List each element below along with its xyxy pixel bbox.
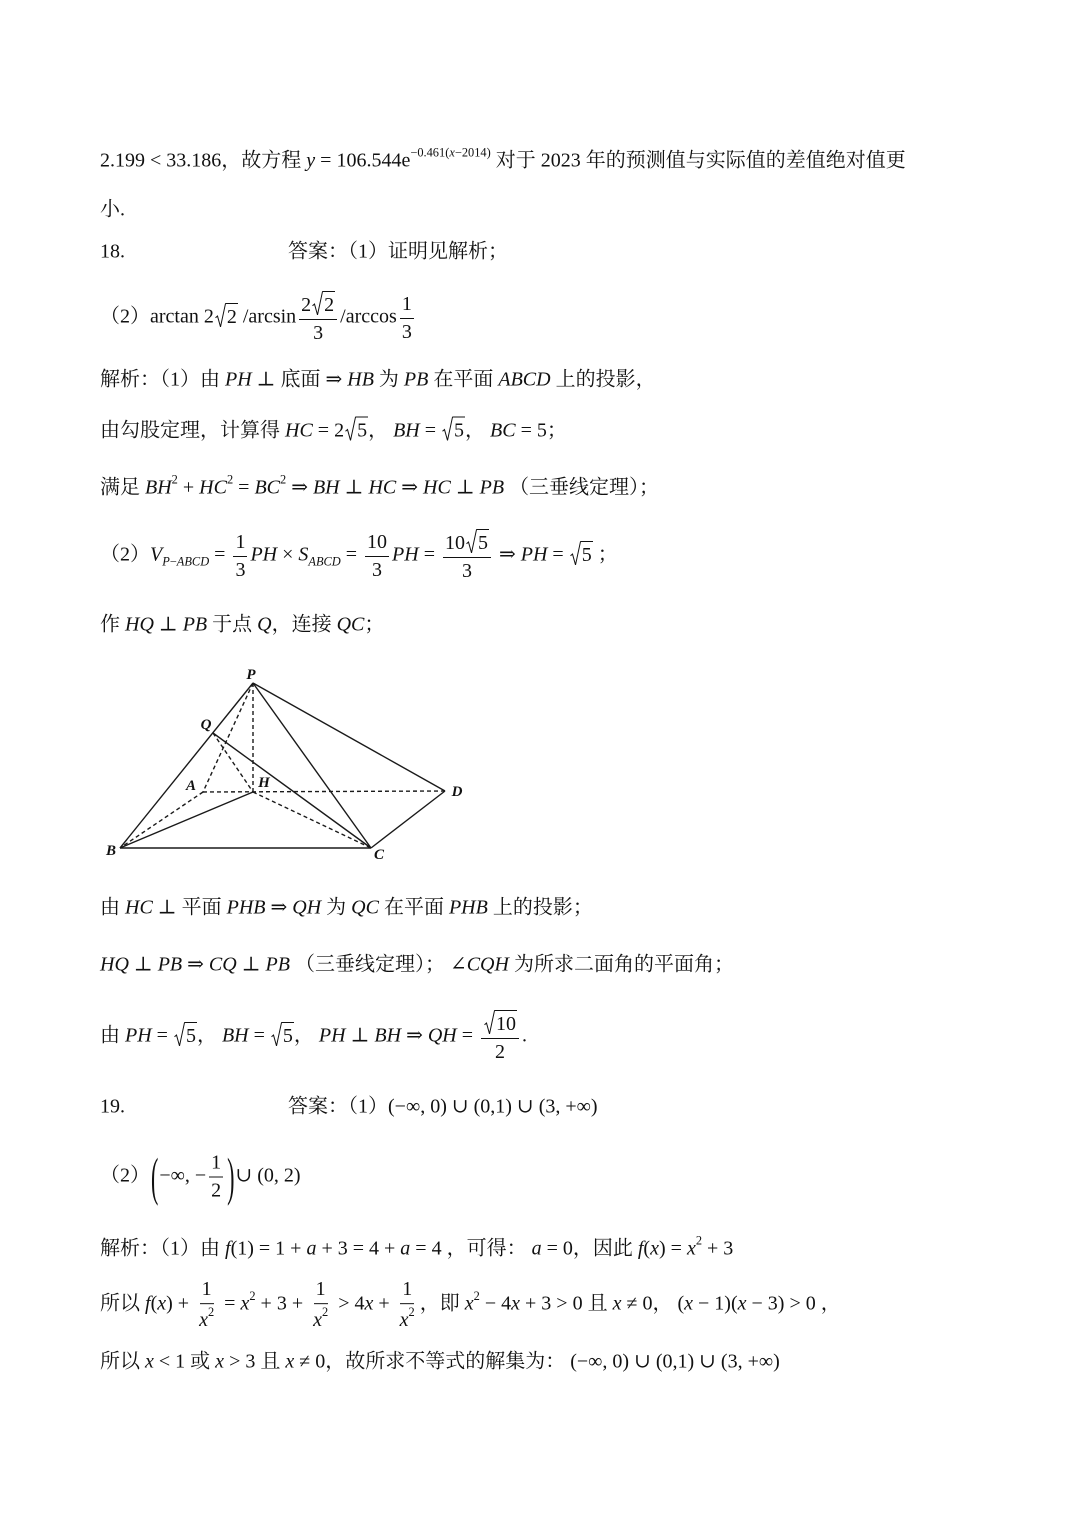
text-run: ⊥ 底面 ⇒ [251,368,348,391]
text-run: + 3 = 4 + [316,1237,401,1260]
text-run: > 3 且 [224,1350,286,1373]
text-run: > 4 [333,1292,365,1315]
vertex-label-a: A [185,778,197,794]
math-variable: x [215,1350,225,1373]
text-run: = [233,476,255,499]
question-number: 18. [100,240,125,263]
text-run: （三垂线定理）； [504,476,660,499]
radicand [226,303,238,328]
text-run: 2 [495,1041,505,1063]
radical-sign [442,417,453,442]
text-run: ， [196,1024,222,1047]
text-run: 为 [373,368,404,391]
text-run: 5 [185,1024,196,1047]
text-run: ) = [658,1237,687,1260]
text-run: 3 [401,320,412,343]
square-root [312,291,335,316]
text-run: 10 [496,1013,516,1035]
text-run: + 3 + [255,1292,309,1315]
math-variable: QC [336,613,365,636]
text-run: = [456,1024,478,1047]
math-variable: PB [403,368,429,391]
radical-sign [570,541,581,566]
fraction-denominator [311,320,325,345]
fraction [311,1278,330,1332]
text-run: 于点 [207,613,258,636]
fraction [365,531,389,582]
fraction-denominator [400,319,414,344]
q18-answer-part-1 [288,241,508,263]
vertex-label-q: Q [200,717,212,733]
math-variable: x [449,145,455,160]
fraction-denominator [370,557,384,582]
text-run: + [373,1292,395,1315]
large-open-paren: ( [151,1145,159,1206]
math-variable: HQ [125,613,154,636]
text-run: ； [592,543,618,566]
math-variable: f [145,1292,151,1315]
text-run: （2）arctan 2 [100,305,214,328]
q18-analysis-line-7 [100,953,734,978]
segment-qh [213,733,253,792]
q19-answer-part-1 [288,1096,598,1118]
q18-analysis-line-8 [100,1010,527,1064]
square-root [466,529,489,554]
text-run: −0.461( [410,145,450,160]
math-variable: x [157,1292,167,1315]
text-run: 3 [372,558,383,581]
text-run: ，连接 [271,613,337,636]
vertex-label-p: P [246,667,256,683]
q19-answer-part-2 [100,1145,301,1206]
text-run: 2 [226,472,234,487]
text-run: ⊥ [339,476,369,499]
math-variable: CQ [208,953,237,976]
text-run: 在平面 [378,896,449,919]
text-run: 1 [201,1278,212,1301]
text-run: ⊥ [345,1024,375,1047]
math-variable: P [162,554,170,569]
text-run: （2） [100,1164,150,1187]
text-run: = [209,543,231,566]
text-run: = [340,543,363,566]
text-run: ⊥ [153,613,183,636]
math-variable: x [650,1237,659,1260]
q18-answer-part-2 [100,291,417,345]
text-run: 10 [444,532,465,554]
text-run: 由勾股定理，计算得 [100,419,285,442]
radicand [282,1022,294,1047]
edge-ab [120,792,203,848]
text-run: . [522,1024,527,1047]
math-variable: PHB [448,896,488,919]
text-run: = [219,1292,241,1315]
math-variable: PH [125,1024,152,1047]
text-run: ⇒ [396,476,424,499]
q19-analysis-line-2 [100,1278,841,1332]
text-run: 2 [301,294,312,316]
radical-sign [466,529,477,554]
q18-analysis-line-3 [100,474,659,501]
text-run: = [248,1024,270,1047]
fraction-numerator [233,531,247,557]
radicand [185,1022,197,1047]
math-variable: a [306,1237,317,1260]
text-run: −2014) [454,145,491,160]
text-run: 2 [226,305,237,328]
text-run: = [418,543,440,566]
text-run: ，故方程 [221,149,307,172]
math-variable: HC [423,476,451,499]
text-run: 答案：（1）证明见解析； [288,240,508,263]
edge-pb [120,683,253,848]
subscript [308,555,340,569]
text-run: ( [643,1237,651,1260]
math-variable: HB [347,368,374,391]
edge-pa [200,683,253,792]
text-run: 由 [100,1024,125,1047]
text-run: 上的投影， [550,368,656,391]
fraction [197,1278,216,1332]
text-run: 解析：（1）由 [100,368,225,391]
superscript [208,1305,214,1319]
text-run: ， [293,1024,319,1047]
subscript [162,555,209,569]
text-run: 为 [321,896,352,919]
q19-answer-header [100,1095,598,1120]
math-variable: x [737,1292,747,1315]
math-variable: f [225,1237,231,1260]
math-variable: ABCD [498,368,551,391]
math-variable: BC [490,419,516,442]
radical-sign [484,1010,495,1035]
math-variable: PH [392,543,419,566]
vertex-label-b: B [105,843,117,859]
text-run: ∪ (0, 2) [235,1164,301,1187]
text-run: 2 [322,1305,329,1320]
text-run: ， [465,419,491,442]
square-root [215,303,238,328]
math-variable: PB [157,953,183,976]
math-variable: PHB [226,896,266,919]
q17-conclusion-line-2 [100,198,125,223]
text-run: 2 [171,472,178,487]
text-run: 作 [100,613,125,636]
math-variable: x [240,1292,250,1315]
math-variable: BC [254,476,280,499]
superscript [410,146,490,160]
text-run: 小. [100,198,125,221]
text-run: ，即 [419,1292,465,1315]
fraction-denominator [197,1304,216,1332]
math-variable: PH [225,368,252,391]
q18-analysis-line-1 [100,368,656,393]
math-variable: Q [257,613,272,636]
math-variable: x [686,1237,696,1260]
square-root [345,417,368,442]
fraction-numerator [400,1278,414,1304]
square-root [570,541,593,566]
fraction-numerator [209,1152,223,1178]
radical-sign [215,303,226,328]
math-variable: QH [427,1024,457,1047]
math-variable: x [285,1350,295,1373]
text-run: 为所求二面角的平面角； [508,953,734,976]
text-run: − 3) > 0 ， [746,1292,841,1315]
q19-analysis-line-1 [100,1235,733,1262]
text-run: 满足 [100,476,145,499]
math-variable: f [637,1237,644,1260]
text-run: 1 [235,530,246,553]
text-run: 2.199 < 33.186 [100,149,222,172]
radical-sign [174,1022,185,1047]
math-variable: x [612,1292,622,1315]
text-run: （三垂线定理）； ∠ [289,953,467,976]
fraction [443,529,491,583]
text-run: ， [368,419,394,442]
fraction-denominator [209,1178,223,1203]
text-run: = 4 ，可得： [410,1237,532,1260]
text-run: − [169,554,177,569]
math-variable: HC [285,419,313,442]
text-run: = 2 [312,419,345,442]
text-run: 2 [408,1305,415,1320]
radical-sign [345,417,356,442]
text-run: 5 [454,419,465,442]
fraction-numerator [365,531,389,557]
math-variable: BH [145,476,172,499]
square-root [174,1022,197,1047]
math-variable: HQ [100,953,129,976]
fraction-denominator [398,1304,417,1332]
text-run: < 1 或 [153,1350,216,1373]
text-run: + 3 > 0 且 [520,1292,613,1315]
text-run: 上的投影； [487,896,593,919]
radicand [477,529,489,554]
radicand [323,291,335,316]
edge-ad [203,791,445,792]
text-run: 2 [207,1305,215,1320]
paren-body [159,1151,226,1202]
text-run: = [547,543,569,566]
square-root [442,417,465,442]
fraction [299,291,337,345]
math-variable: HC [125,896,153,919]
math-variable: ABCD [308,554,341,569]
q17-conclusion-line-1 [100,147,906,174]
math-variable: x [464,1292,474,1315]
math-variable: HC [368,476,397,499]
text-run: (1) = 1 + [230,1237,307,1260]
text-run: ⊥ [450,476,480,499]
text-run: = [419,419,442,442]
text-run: + [177,476,200,499]
text-run: 2 [695,1233,703,1248]
math-variable: x [145,1350,154,1373]
radicand [581,541,593,566]
text-run: /arcsin [237,305,297,328]
math-variable: BH [393,419,420,442]
large-parentheses [150,1145,235,1206]
text-run: 5 [581,543,592,566]
math-variable: BH [221,1024,249,1047]
text-run: − 1)( [693,1292,738,1315]
math-variable: QH [292,896,322,919]
math-variable: BH [374,1024,402,1047]
fraction [481,1010,519,1064]
fraction [398,1278,417,1332]
fraction-denominator [233,557,247,582]
text-run: − 4 [479,1292,512,1315]
math-variable: PH [520,543,548,566]
text-run: ； [364,613,385,636]
text-run: = 0，因此 [541,1237,638,1260]
text-run: = 106.544e [315,149,411,172]
text-run: ⇒ [182,953,209,976]
square-root [484,1010,517,1035]
text-run: ( [150,1292,158,1315]
q18-analysis-line-5 [100,613,384,638]
fraction-numerator [314,1278,328,1304]
text-run: ⊥ [236,953,266,976]
math-variable: x [313,1308,322,1331]
math-variable: PB [265,953,290,976]
math-variable: x [399,1308,409,1331]
math-variable: PB [479,476,505,499]
segment-bh [120,792,253,848]
text-run: 3 [461,560,472,582]
text-run: ⊥ [128,953,158,976]
math-variable: CQH [466,953,509,976]
fraction [233,531,247,582]
text-run: 1 [315,1278,326,1301]
fraction-numerator [299,291,337,320]
text-run: −∞, − [159,1164,207,1187]
text-run: 1 [401,292,412,315]
q18-answer-header [100,240,508,265]
q19-analysis-line-3 [100,1350,780,1375]
text-run: 答案：（1）(−∞, 0) ∪ (0,1) ∪ (3, +∞) [288,1095,598,1118]
text-run: ) + [166,1292,195,1315]
fraction-numerator [481,1010,519,1039]
text-run: 2 [249,1288,256,1303]
text-run: 5 [477,532,488,554]
text-run: 解析：（1）由 [100,1237,225,1260]
math-variable: HC [199,476,227,499]
math-variable: x [199,1308,208,1331]
edge-cd [371,791,445,848]
segment-hc [253,792,371,848]
radicand [495,1010,517,1035]
text-run: 2 [473,1288,480,1303]
text-run: ⇒ [265,896,293,919]
text-run: 2 [280,472,287,487]
text-run: 由 [100,896,125,919]
fraction [209,1152,223,1203]
text-run: 1 [402,1278,413,1301]
math-variable: x [364,1292,374,1315]
vertex-label-h: H [258,775,270,791]
q18-analysis-line-6 [100,896,593,921]
math-variable: x [684,1292,693,1315]
math-variable: BH [312,476,340,499]
text-run: + 3 [702,1237,734,1260]
fraction-numerator [400,293,414,319]
text-run: 10 [367,530,388,553]
text-run: = [151,1024,173,1047]
math-variable: y [306,149,316,172]
superscript [409,1305,415,1319]
radicand [453,417,465,442]
text-run: × [277,543,299,566]
radicand [356,417,368,442]
question-number: 19. [100,1095,125,1118]
text-run: = 5； [515,419,567,442]
text-run: ⇒ [401,1024,428,1047]
text-run: 3 [235,558,246,581]
square-root [271,1022,294,1047]
fraction-denominator [493,1039,507,1064]
text-run: 所以 [100,1292,145,1315]
fraction-denominator [311,1304,330,1332]
text-run: （2） [100,543,150,566]
text-run: ≠ 0，故所求不等式的解集为： (−∞, 0) ∪ (0,1) ∪ (3, +∞) [294,1350,780,1373]
fraction-numerator [443,529,491,558]
text-run: 3 [313,322,324,344]
math-variable: S [298,543,309,566]
math-variable: QC [351,896,379,919]
text-run: 5 [282,1024,293,1047]
radical-sign [312,291,323,316]
fraction-numerator [200,1278,214,1304]
pyramid-figure [95,665,480,870]
text-run: 2 [211,1179,222,1202]
text-run: ⇒ [493,543,521,566]
fraction [400,293,414,344]
text-run: 1 [211,1151,222,1174]
radical-sign [271,1022,282,1047]
edge-pd [253,683,445,791]
text-run: ⊥ 平面 [152,896,227,919]
math-variable: a [531,1237,542,1260]
superscript [322,1305,328,1319]
text-run: 5 [357,419,368,442]
math-variable: PB [182,613,208,636]
math-variable: a [400,1237,411,1260]
text-run: 2 [324,294,335,316]
text-run: ⇒ [286,476,313,499]
text-run: 所以 [100,1350,145,1373]
text-run: ≠ 0， ( [621,1292,685,1315]
q18-analysis-line-4 [100,529,618,583]
text-run: /arccos [340,305,397,328]
math-variable: ABCD [176,554,210,569]
math-variable: PH [250,543,278,566]
math-variable: PH [318,1024,346,1047]
q18-analysis-line-2 [100,417,567,444]
text-run: 对于 2023 年的预测值与实际值的差值绝对值更 [490,149,906,172]
edge-pc [253,683,371,848]
text-run: 在平面 [428,368,499,391]
math-variable: V [150,543,163,566]
segment-qc [213,733,371,848]
vertex-label-c: C [373,847,385,863]
vertex-label-d: D [451,784,463,800]
math-variable: x [511,1292,521,1315]
large-close-paren: ) [227,1145,235,1206]
fraction-denominator [460,558,474,583]
